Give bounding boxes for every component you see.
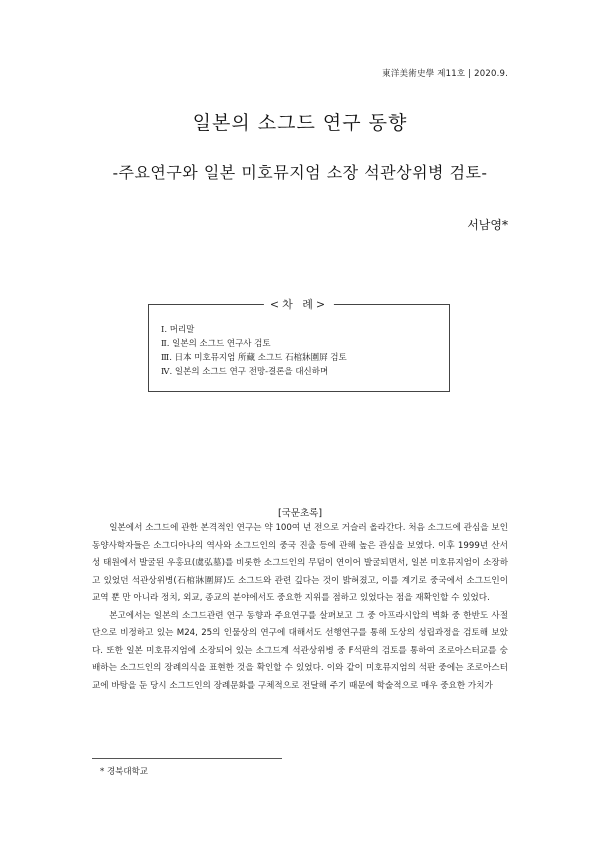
abstract-body — [92, 520, 508, 695]
toc-item-4[interactable]: Ⅳ. 일본의 소그드 연구 전망-결론을 대신하며 — [161, 367, 329, 377]
table-of-contents — [148, 298, 450, 392]
abstract-paragraph: 일본에서 소그드에 관한 본격적인 연구는 약 100여 년 전으로 거슬러 올라간다. 처음 소그드에 관심을 보인 동양사학자들은 소그디아나의 역사와 소그드인의 중국 진출 등에 관해 높은 관심을 보였다. 이후 1999년 산서성 태원에서 발굴된 우홍묘(虞弘墓)를 비롯한 소그드인의 무덤이 연이어 발굴되면서, 일본 미호뮤지엄이 소장하고 있었던 석관상위병(石棺牀圍屛)도 소그드와 관련 깊다는 것이 밝혀졌고, 이를 계기로 중국에서 소그드인이 교역 뿐 만 아니라 정치, 외교, 종교의 분야에서도 중요한 지위를 점하고 있었다는 점을 재확인할 수 있었다. — [92, 523, 508, 603]
abstract-label: [국문초록] — [277, 508, 323, 519]
footnote-affiliation: * 경북대학교 — [100, 767, 149, 777]
toc-heading: <차 례> — [264, 296, 334, 312]
footnote-divider — [92, 758, 282, 759]
toc-item-1[interactable]: Ⅰ. 머리말 — [161, 325, 195, 335]
toc-list — [161, 323, 347, 379]
paper-subtitle: -주요연구와 일본 미호뮤지엄 소장 석관상위병 검토- — [112, 163, 488, 182]
toc-item-3[interactable]: Ⅲ. 日本 미호뮤지엄 所藏 소그드 石棺牀圍屛 검토 — [161, 353, 347, 363]
abstract-paragraph: 본고에서는 일본의 소그드관련 연구 동향과 주요연구를 살펴보고 그 중 아프라시압의 벽화 중 한반도 사절단으로 비정하고 있는 M24, 25의 인물상의 연구에 대해서도 선행연구를 통해 도상의 성립과정을 검토해 보았다. 또한 일본 미호뮤지엄에 소장되어 있는 소그드계 석관상위병 중 F석판의 검토를 통하여 조로아스터교를 숭배하는 소그드인의 장례의식을 표현한 것을 확인할 수 있었다. 이와 같이 미호뮤지엄의 석판 중에는 조로아스터교에 바탕을 둔 당시 소그드인의 장례문화를 구체적으로 전달해 주기 때문에 학술적으로 매우 중요한 가치가 — [92, 610, 508, 691]
author-name: 서남영* — [467, 218, 508, 232]
toc-item-2[interactable]: Ⅱ. 일본의 소그드 연구사 검토 — [161, 339, 271, 349]
running-head: 東洋美術史學 제11호 | 2020.9. — [382, 69, 508, 79]
paper-title: 일본의 소그드 연구 동향 — [192, 112, 408, 134]
